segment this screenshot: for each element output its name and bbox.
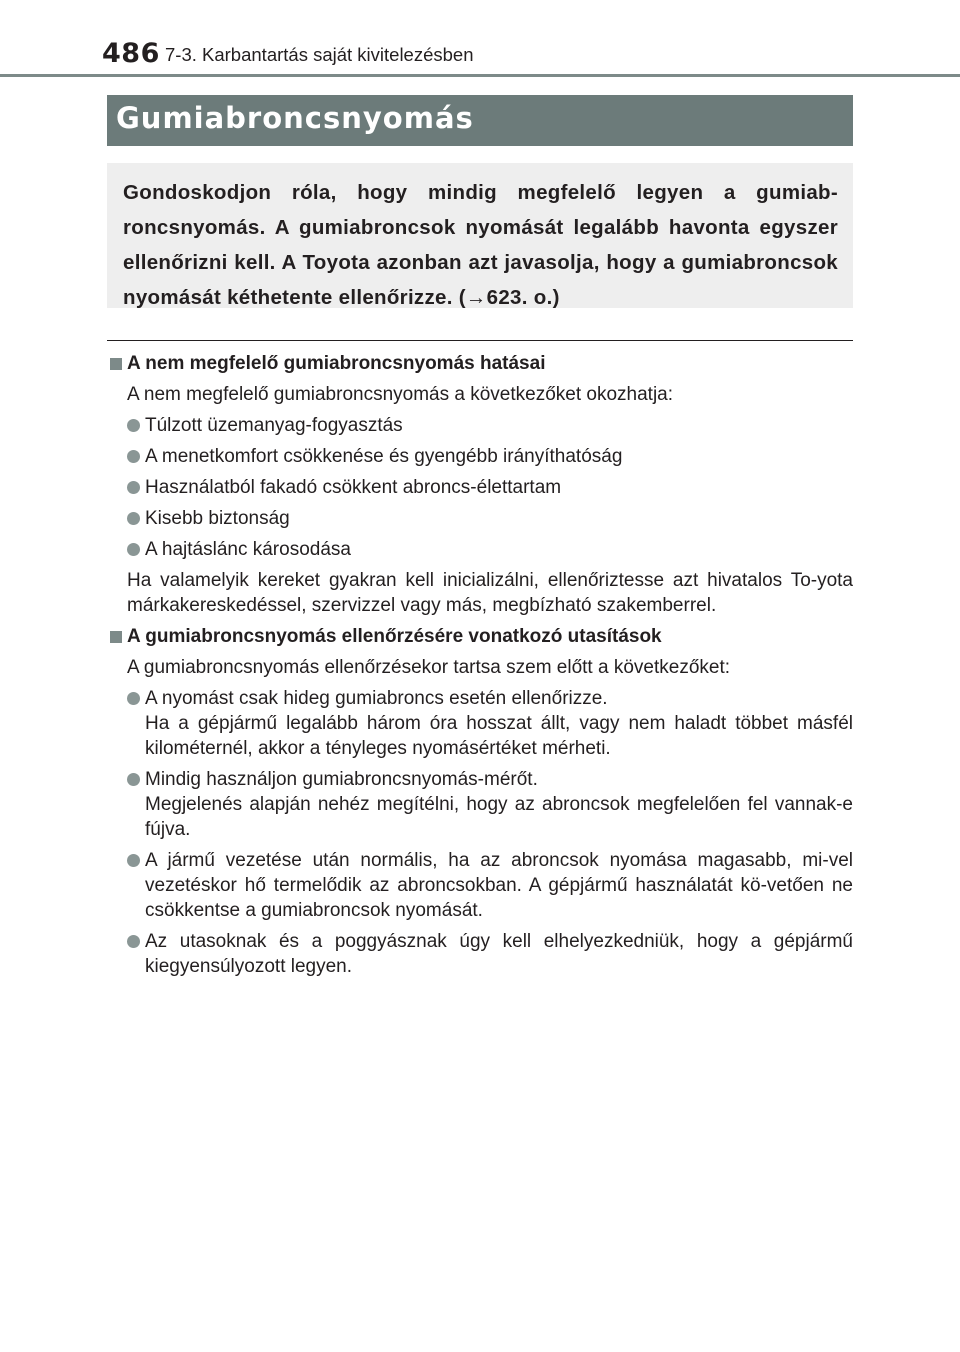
list-item: [107, 413, 853, 438]
intro-text: Gondoskodjon róla, hogy mindig megfelelő legyen a gumiab-roncsnyomás. A gumiabroncsok nyomását legalább havonta egyszer ellenőrizni kell. A Toyota azonban azt javasolja, hogy a gumiabroncsok nyomását kéthetente ellenőrizze. (→623. o.): [123, 181, 838, 309]
list-item: [107, 767, 853, 842]
circle-bullet-icon: [127, 481, 140, 494]
section-heading-text: A nem megfelelő gumiabroncsnyomás hatásai: [127, 353, 546, 374]
circle-bullet-icon: [127, 543, 140, 556]
page-number: 486: [102, 38, 160, 69]
header-rule: [0, 74, 960, 77]
section-lead: A nem megfelelő gumiabroncsnyomás a következőket okozhatja:: [127, 384, 674, 405]
section-heading-instructions: [107, 624, 853, 649]
section-note: Ha valamelyik kereket gyakran kell inicializálni, ellenőriztesse azt hivatalos To-yota márkakereskedéssel, szervizzel vagy más, megbízható szakemberrel.: [127, 570, 853, 616]
square-bullet-icon: [110, 358, 122, 370]
circle-bullet-icon: [127, 512, 140, 525]
list-item: [107, 848, 853, 923]
section-heading-text: A gumiabroncsnyomás ellenőrzésére vonatkozó utasítások: [127, 626, 662, 647]
list-item-text: Az utasoknak és a poggyásznak úgy kell elhelyezkedniük, hogy a gépjármű kiegyensúlyozott legyen.: [145, 931, 853, 977]
square-bullet-icon: [110, 631, 122, 643]
list-item-detail: Megjelenés alapján nehéz megítélni, hogy az abroncsok megfelelően fel vannak-e fújva.: [145, 794, 853, 840]
circle-bullet-icon: [127, 692, 140, 705]
content: [107, 347, 853, 985]
list-item-text: Mindig használjon gumiabroncsnyomás-mérőt.: [145, 769, 538, 790]
circle-bullet-icon: [127, 773, 140, 786]
chapter-title: 7-3. Karbantartás saját kivitelezésben: [165, 44, 474, 65]
circle-bullet-icon: [127, 450, 140, 463]
section-lead: A gumiabroncsnyomás ellenőrzésekor tartsa szem előtt a következőket:: [127, 657, 731, 678]
section-divider: [107, 340, 853, 341]
list-item: [107, 537, 853, 562]
list-item: [107, 686, 853, 761]
circle-bullet-icon: [127, 854, 140, 867]
intro-box: [107, 163, 853, 308]
list-item: [107, 506, 853, 531]
list-item-detail: Ha a gépjármű legalább három óra hosszat állt, vagy nem haladt többet másfél kilométernél, akkor a tényleges nyomásértéket mérheti.: [145, 713, 853, 759]
page-title: Gumiabroncsnyomás: [116, 101, 474, 135]
list-item: [107, 444, 853, 469]
list-item-text: A jármű vezetése után normális, ha az abroncsok nyomása magasabb, mi-vel vezetéskor hő termelődik az abroncsokban. A gépjármű használatát kö-vetően ne csökkentse a gumiabroncsok nyomását.: [145, 850, 853, 921]
list-item-text: A menetkomfort csökkenése és gyengébb irányíthatóság: [145, 446, 623, 467]
list-item-text: A nyomást csak hideg gumiabroncs esetén ellenőrizze.: [145, 688, 608, 709]
section-heading-effects: [107, 351, 853, 376]
title-bar: [107, 95, 853, 146]
list-item: [107, 929, 853, 979]
list-item: [107, 475, 853, 500]
list-item-text: Túlzott üzemanyag-fogyasztás: [145, 415, 403, 436]
list-item-text: Kisebb biztonság: [145, 508, 290, 529]
list-item-text: Használatból fakadó csökkent abroncs-élettartam: [145, 477, 562, 498]
circle-bullet-icon: [127, 935, 140, 948]
list-item-text: A hajtáslánc károsodása: [145, 539, 351, 560]
circle-bullet-icon: [127, 419, 140, 432]
